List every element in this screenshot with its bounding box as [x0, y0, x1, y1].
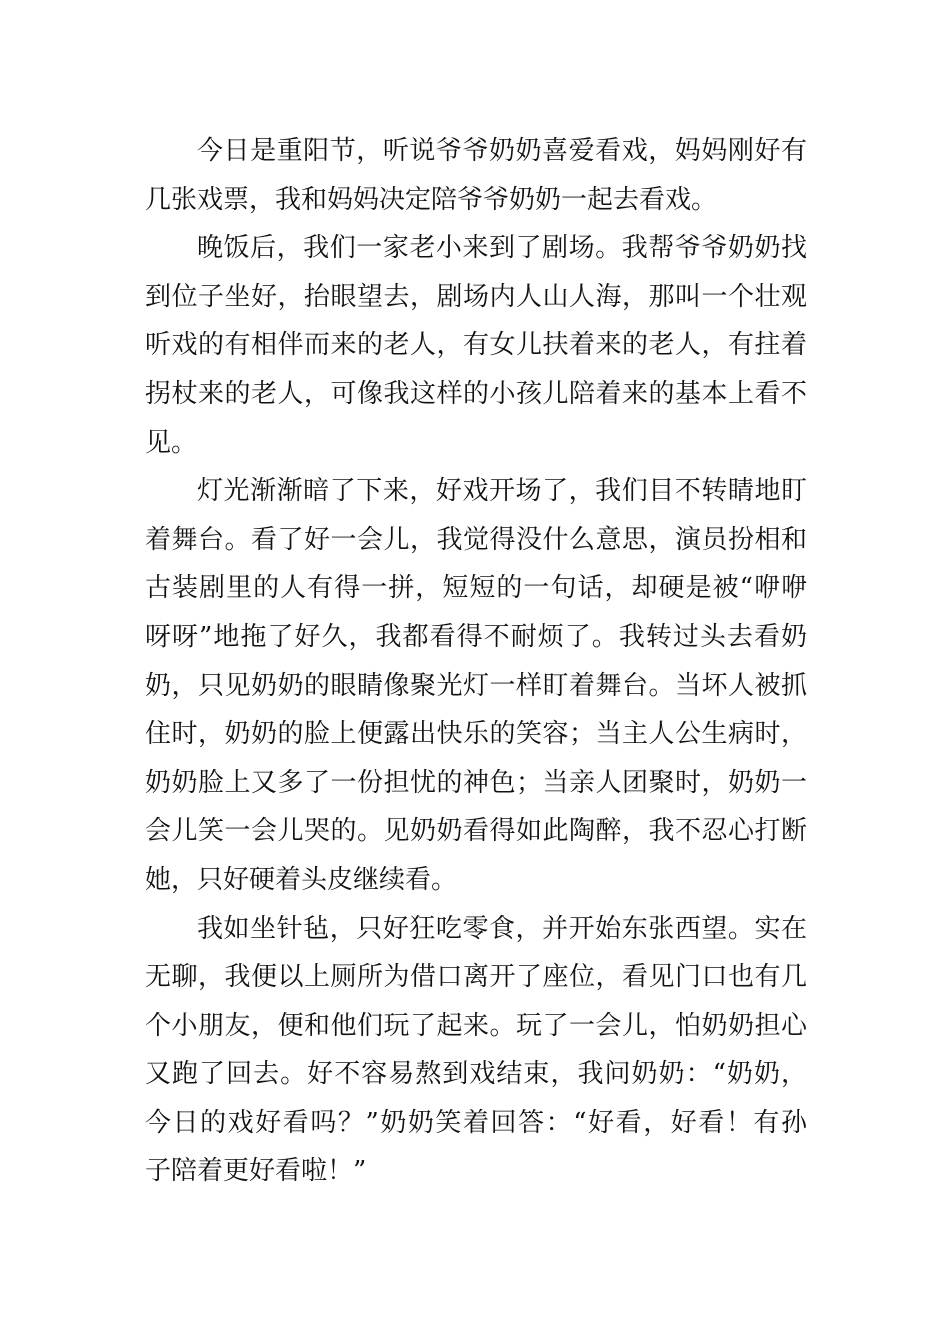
paragraph-4-line-6: 子陪着更好看啦！” — [145, 1156, 367, 1187]
paragraph-2-line-4: 拐杖来的老人，可像我这样的小孩儿陪着来的基本上看不 — [145, 378, 807, 409]
paragraph-3-line-7: 奶奶脸上又多了一份担忧的神色；当亲人团聚时，奶奶一 — [145, 767, 807, 798]
paragraph-3-line-4: 呀呀”地拖了好久，我都看得不耐烦了。我转过头去看奶 — [145, 621, 807, 652]
paragraph-2-line-3: 听戏的有相伴而来的老人，有女儿扶着来的老人，有拄着 — [145, 330, 807, 361]
paragraph-2-line-2: 到位子坐好，抬眼望去，剧场内人山人海，那叫一个壮观 — [145, 281, 807, 312]
paragraph-4-line-1: 我如坐针毡，只好狂吃零食，并开始东张西望。实在 — [197, 913, 807, 944]
paragraph-3-line-1: 灯光渐渐暗了下来，好戏开场了，我们目不转睛地盯 — [197, 476, 807, 507]
essay-body — [145, 127, 807, 1196]
paragraph-4-line-3: 个小朋友，便和他们玩了起来。玩了一会儿，怕奶奶担心 — [145, 1010, 807, 1041]
paragraph-3-line-9: 她，只好硬着头皮继续看。 — [145, 864, 458, 895]
paragraph-2-line-1: 晚饭后，我们一家老小来到了剧场。我帮爷爷奶奶找 — [197, 233, 807, 264]
paragraph-4-line-5: 今日的戏好看吗？”奶奶笑着回答：“好看，好看！有孙 — [145, 1107, 807, 1138]
paragraph-3-line-6: 住时，奶奶的脸上便露出快乐的笑容；当主人公生病时， — [145, 719, 807, 750]
paragraph-3-line-5: 奶，只见奶奶的眼睛像聚光灯一样盯着舞台。当坏人被抓 — [145, 670, 807, 701]
paragraph-3-line-8: 会儿笑一会儿哭的。见奶奶看得如此陶醉，我不忍心打断 — [145, 816, 807, 847]
paragraph-1-line-2: 几张戏票，我和妈妈决定陪爷爷奶奶一起去看戏。 — [145, 184, 718, 215]
paragraph-2-line-5: 见。 — [145, 427, 198, 458]
paragraph-3-line-3: 古装剧里的人有得一拼，短短的一句话，却硬是被“咿咿 — [145, 573, 807, 604]
paragraph-1-line-1: 今日是重阳节，听说爷爷奶奶喜爱看戏，妈妈刚好有 — [197, 136, 807, 166]
paragraph-4-line-2: 无聊，我便以上厕所为借口离开了座位，看见门口也有几 — [145, 962, 807, 993]
paragraph-3-line-2: 着舞台。看了好一会儿，我觉得没什么意思，演员扮相和 — [145, 524, 807, 555]
paragraph-4-line-4: 又跑了回去。好不容易熬到戏结束，我问奶奶：“奶奶， — [145, 1059, 807, 1090]
